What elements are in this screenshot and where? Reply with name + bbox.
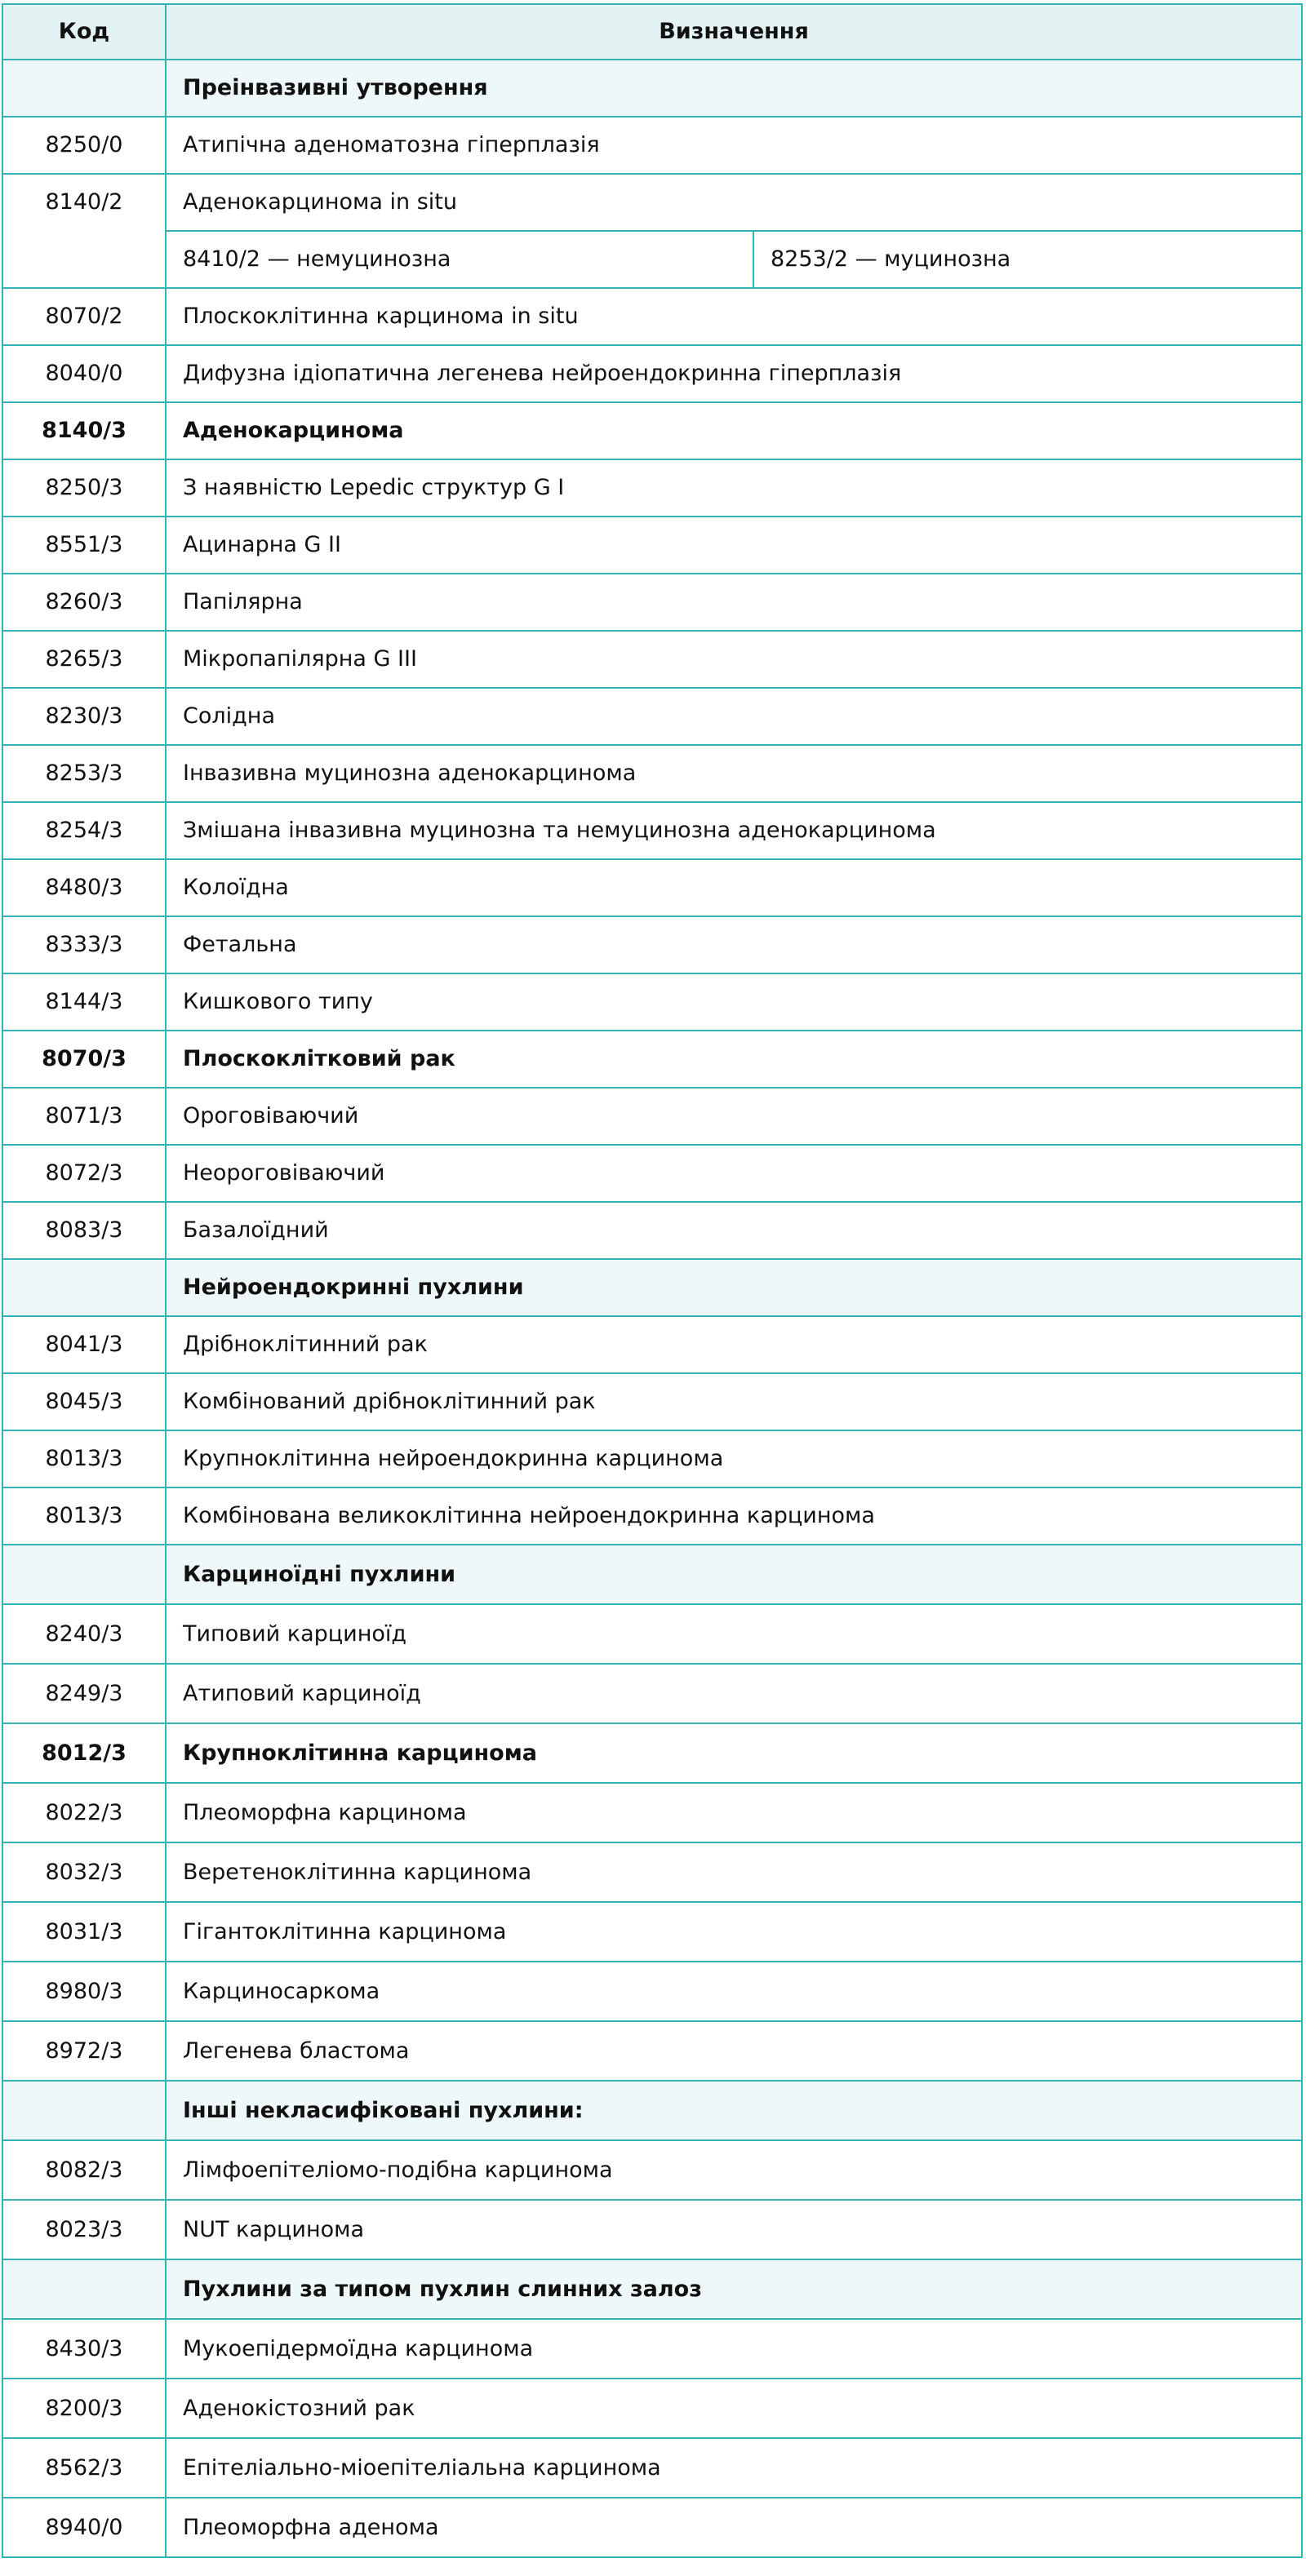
table-header — [2, 4, 1302, 60]
table-row — [2, 745, 1302, 802]
code-cell: 8265/3 — [2, 631, 166, 688]
code-cell: 8980/3 — [2, 1962, 166, 2021]
definition-cell: NUT карцинома — [166, 2200, 1302, 2259]
code-cell: 8082/3 — [2, 2140, 166, 2200]
definition-cell: Кишкового типу — [166, 973, 1302, 1031]
code-cell — [2, 1545, 166, 1604]
table-row — [2, 1430, 1302, 1488]
definition-cell: Комбінована великоклітинна нейроендокринна карцинома — [166, 1488, 1302, 1545]
table-row — [2, 1962, 1302, 2021]
definition-cell: Атиповий карциноїд — [166, 1664, 1302, 1723]
code-cell — [2, 2259, 166, 2319]
definition-cell: Папілярна — [166, 574, 1302, 631]
code-cell: 8012/3 — [2, 1723, 166, 1783]
definition-cell: Типовий карциноїд — [166, 1604, 1302, 1664]
definition-cell: Ороговіваючий — [166, 1088, 1302, 1145]
code-cell: 8031/3 — [2, 1902, 166, 1962]
definition-cell: Веретеноклітинна карцинома — [166, 1842, 1302, 1902]
table-row — [2, 574, 1302, 631]
code-cell: 8070/2 — [2, 288, 166, 345]
definition-cell: Дрібноклітинний рак — [166, 1316, 1302, 1373]
definition-cell: Змішана інвазивна муцинозна та немуцинозна аденокарцинома — [166, 802, 1302, 859]
table-row — [2, 1145, 1302, 1202]
table-row — [2, 288, 1302, 345]
section-row — [2, 2081, 1302, 2140]
section-row — [2, 1545, 1302, 1604]
header-code: Код — [2, 4, 166, 60]
table-row — [2, 688, 1302, 745]
section-title: Нейроендокринні пухлини — [166, 1259, 1302, 1316]
code-cell: 8040/0 — [2, 345, 166, 402]
code-cell: 8260/3 — [2, 574, 166, 631]
definition-cell: Ацинарна G II — [166, 517, 1302, 574]
code-cell: 8253/3 — [2, 745, 166, 802]
definition-cell: Аденокарцинома in situ — [166, 174, 1302, 231]
code-cell: 8045/3 — [2, 1373, 166, 1430]
table-body — [2, 60, 1302, 2557]
definition-cell: Плеоморфна аденома — [166, 2498, 1302, 2557]
code-cell: 8071/3 — [2, 1088, 166, 1145]
table-row — [2, 2379, 1302, 2438]
definition-cell: Дифузна ідіопатична легенева нейроендокринна гіперплазія — [166, 345, 1302, 402]
code-cell: 8013/3 — [2, 1430, 166, 1488]
code-cell: 8140/3 — [2, 402, 166, 459]
header-row — [2, 4, 1302, 60]
definition-cell: Інвазивна муцинозна аденокарцинома — [166, 745, 1302, 802]
code-cell: 8972/3 — [2, 2021, 166, 2081]
code-cell: 8562/3 — [2, 2438, 166, 2498]
definition-cell: Колоїдна — [166, 859, 1302, 916]
code-cell: 8083/3 — [2, 1202, 166, 1259]
table-row — [2, 2021, 1302, 2081]
definition-cell: Солідна — [166, 688, 1302, 745]
section-row — [2, 1259, 1302, 1316]
table-row — [2, 517, 1302, 574]
table-row — [2, 117, 1302, 174]
definition-cell: Неороговіваючий — [166, 1145, 1302, 1202]
definition-cell: Карциносаркома — [166, 1962, 1302, 2021]
table-row — [2, 2200, 1302, 2259]
code-cell: 8254/3 — [2, 802, 166, 859]
table-row — [2, 859, 1302, 916]
definition-cell: Крупноклітинна нейроендокринна карцинома — [166, 1430, 1302, 1488]
section-title: Пухлини за типом пухлин слинних залоз — [166, 2259, 1302, 2319]
table-row — [2, 1842, 1302, 1902]
definition-cell: Гігантоклітинна карцинома — [166, 1902, 1302, 1962]
definition-cell: З наявністю Lepedic структур G I — [166, 459, 1302, 517]
definition-cell: Плеоморфна карцинома — [166, 1783, 1302, 1842]
code-cell: 8249/3 — [2, 1664, 166, 1723]
table-row — [2, 1373, 1302, 1430]
code-cell: 8070/3 — [2, 1031, 166, 1088]
code-cell: 8140/2 — [2, 174, 166, 288]
code-cell: 8333/3 — [2, 916, 166, 973]
definition-cell: Фетальна — [166, 916, 1302, 973]
section-row — [2, 2259, 1302, 2319]
table-row — [2, 1202, 1302, 1259]
table-row — [2, 631, 1302, 688]
code-cell: 8023/3 — [2, 2200, 166, 2259]
code-cell: 8032/3 — [2, 1842, 166, 1902]
section-title: Карциноїдні пухлини — [166, 1545, 1302, 1604]
code-cell — [2, 2081, 166, 2140]
table-row-subtypes — [2, 231, 1302, 288]
definition-cell: Плоскоклітинна карцинома in situ — [166, 288, 1302, 345]
header-definition: Визначення — [166, 4, 1302, 60]
code-cell: 8551/3 — [2, 517, 166, 574]
code-cell: 8230/3 — [2, 688, 166, 745]
section-row — [2, 60, 1302, 117]
section-title: Інші некласифіковані пухлини: — [166, 2081, 1302, 2140]
table-row — [2, 916, 1302, 973]
code-cell: 8940/0 — [2, 2498, 166, 2557]
table-row — [2, 459, 1302, 517]
definition-cell: Легенева бластома — [166, 2021, 1302, 2081]
table-row — [2, 2140, 1302, 2200]
group-row — [2, 1723, 1302, 1783]
code-cell — [2, 60, 166, 117]
table-row — [2, 1664, 1302, 1723]
code-cell: 8430/3 — [2, 2319, 166, 2379]
definition-cell: Мукоепідермоїдна карцинома — [166, 2319, 1302, 2379]
code-cell — [2, 1259, 166, 1316]
table-row — [2, 973, 1302, 1031]
table-row — [2, 2319, 1302, 2379]
table-row — [2, 174, 1302, 231]
code-cell: 8072/3 — [2, 1145, 166, 1202]
code-cell: 8200/3 — [2, 2379, 166, 2438]
definition-cell: Плоскоклітковий рак — [166, 1031, 1302, 1088]
classification-table — [2, 3, 1303, 2558]
group-row — [2, 1031, 1302, 1088]
definition-cell: Лімфоепітеліомо-подібна карцинома — [166, 2140, 1302, 2200]
table-row — [2, 1783, 1302, 1842]
code-cell: 8013/3 — [2, 1488, 166, 1545]
subtype-cell: 8410/2 — немуцинозна — [166, 231, 753, 288]
code-cell: 8041/3 — [2, 1316, 166, 1373]
definition-cell: Базалоїдний — [166, 1202, 1302, 1259]
definition-cell: Комбінований дрібноклітинний рак — [166, 1373, 1302, 1430]
table-row — [2, 2438, 1302, 2498]
table-row — [2, 802, 1302, 859]
table-row — [2, 1316, 1302, 1373]
subtype-cell: 8253/2 — муцинозна — [753, 231, 1302, 288]
table-row — [2, 345, 1302, 402]
table-row — [2, 1488, 1302, 1545]
code-cell: 8022/3 — [2, 1783, 166, 1842]
definition-cell: Аденокарцинома — [166, 402, 1302, 459]
section-title: Преінвазивні утворення — [166, 60, 1302, 117]
definition-cell: Крупноклітинна карцинома — [166, 1723, 1302, 1783]
group-row — [2, 402, 1302, 459]
definition-cell: Аденокістозний рак — [166, 2379, 1302, 2438]
code-cell: 8240/3 — [2, 1604, 166, 1664]
definition-cell: Атипічна аденоматозна гіперплазія — [166, 117, 1302, 174]
code-cell: 8250/0 — [2, 117, 166, 174]
table-row — [2, 1604, 1302, 1664]
code-cell: 8480/3 — [2, 859, 166, 916]
table-row — [2, 1088, 1302, 1145]
code-cell: 8144/3 — [2, 973, 166, 1031]
table-row — [2, 1902, 1302, 1962]
table-row — [2, 2498, 1302, 2557]
code-cell: 8250/3 — [2, 459, 166, 517]
definition-cell: Епітеліально-міоепітеліальна карцинома — [166, 2438, 1302, 2498]
definition-cell: Мікропапілярна G III — [166, 631, 1302, 688]
